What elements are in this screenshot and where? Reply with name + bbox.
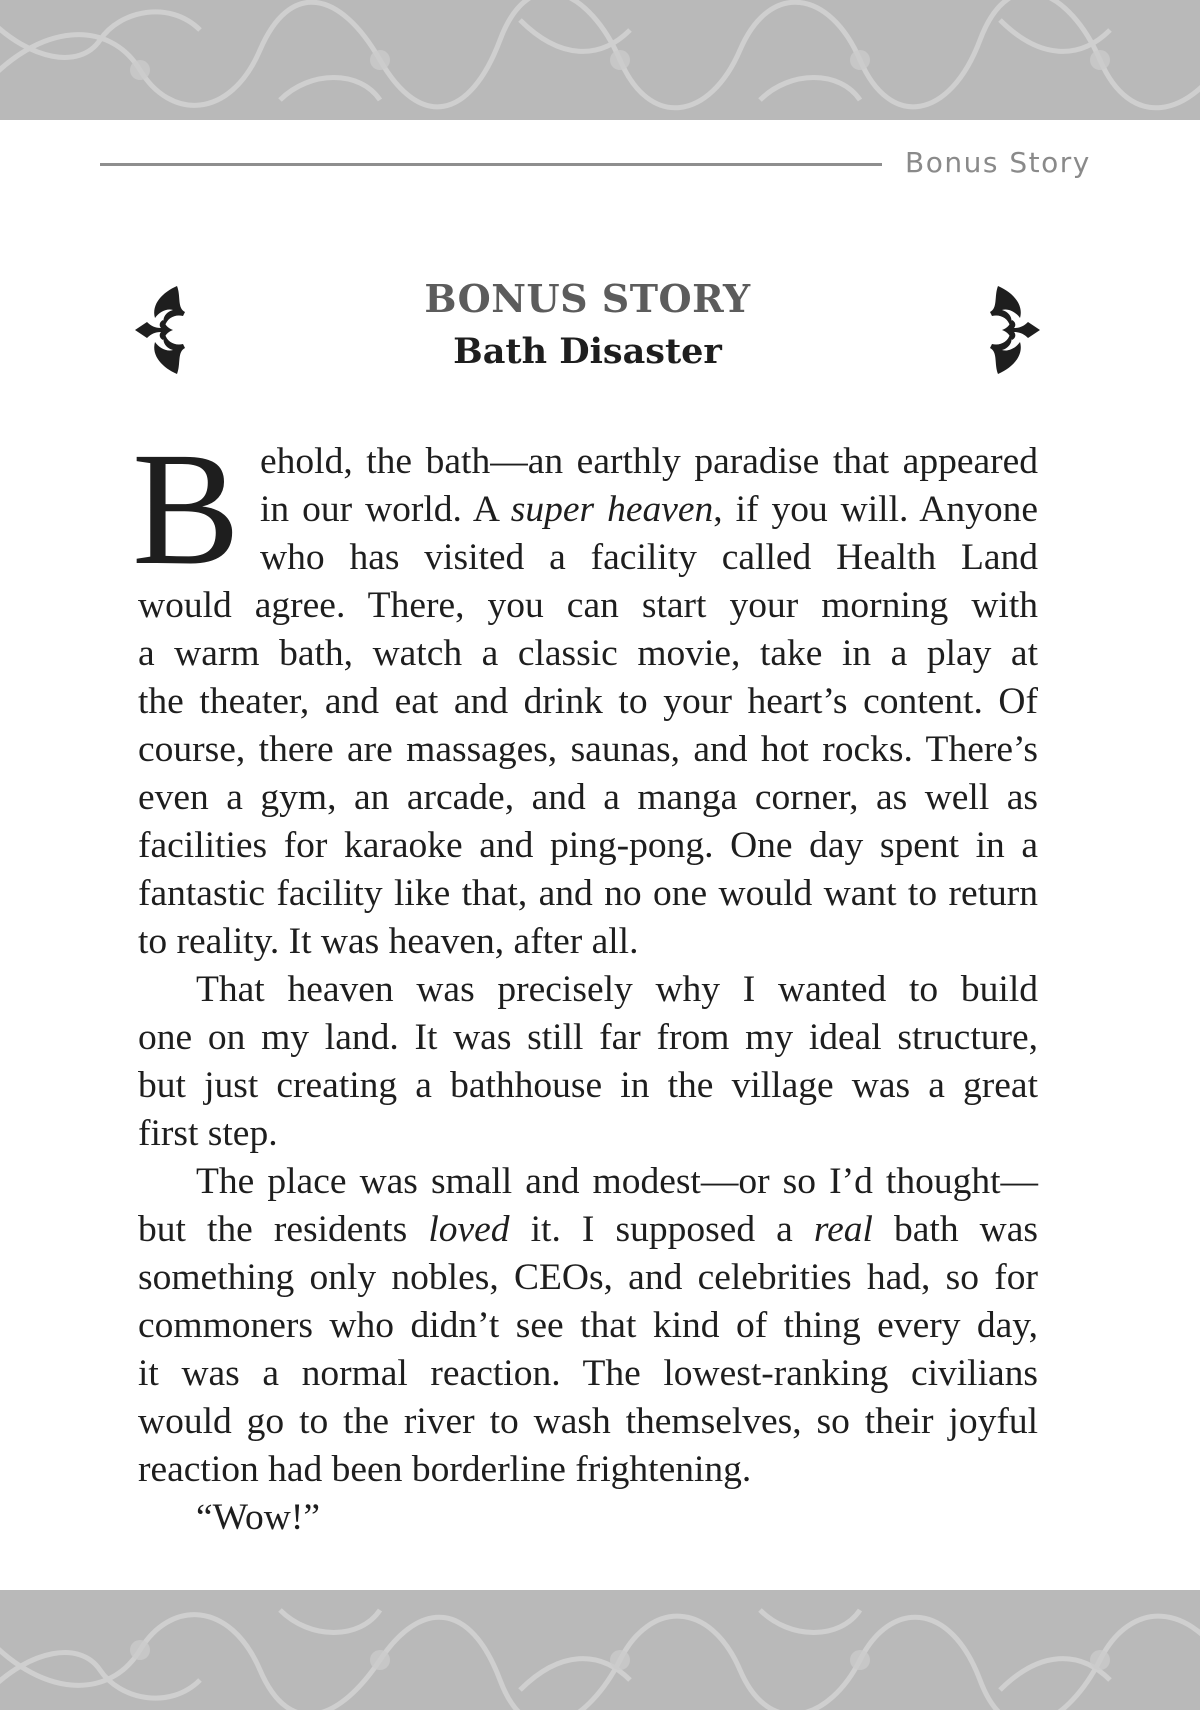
- text-line: [138, 1014, 1038, 1062]
- text-line: [138, 1062, 1038, 1110]
- text-segment: first step.: [138, 1113, 278, 1154]
- text-line: [138, 1206, 1038, 1254]
- text-line: [138, 966, 1038, 1014]
- text-segment: The place was small and modest—or so I’d thought—: [196, 1161, 1038, 1202]
- text-line: [138, 534, 1038, 582]
- text-line: [138, 1398, 1038, 1446]
- running-head: Bonus Story: [905, 146, 1091, 179]
- text-segment: bath was: [872, 1209, 1038, 1250]
- text-segment: , if you will. Anyone: [713, 489, 1039, 530]
- damask-pattern: [0, 0, 1200, 120]
- text-segment: in our world. A: [260, 489, 511, 530]
- flourish-ornament-right-icon: [982, 282, 1042, 378]
- text-line: [138, 1350, 1038, 1398]
- text-segment: something only nobles, CEOs, and celebrities had, so for: [138, 1257, 1038, 1298]
- text-line: [138, 1158, 1038, 1206]
- header-rule: [100, 163, 882, 166]
- text-line: [138, 630, 1038, 678]
- text-segment: ehold, the bath—an earthly paradise that appeared: [260, 441, 1038, 482]
- text-line: [138, 1302, 1038, 1350]
- text-segment: but the residents: [138, 1209, 429, 1250]
- text-line: [138, 678, 1038, 726]
- text-line: [138, 918, 1038, 966]
- top-decorative-band: [0, 0, 1200, 120]
- text-line: [138, 1446, 1038, 1494]
- text-line: [138, 774, 1038, 822]
- text-segment: the theater, and eat and drink to your heart’s content. Of: [138, 681, 1038, 722]
- text-segment: commoners who didn’t see that kind of thing every day,: [138, 1305, 1038, 1346]
- text-segment: reaction had been borderline frightening.: [138, 1449, 752, 1490]
- text-segment: even a gym, an arcade, and a manga corner, as well as: [138, 777, 1038, 818]
- text-line: [138, 822, 1038, 870]
- italic-text: super heaven: [510, 489, 714, 530]
- text-segment: fantastic facility like that, and no one would want to return: [138, 873, 1038, 914]
- bottom-decorative-band: [0, 1590, 1200, 1710]
- text-line: [138, 438, 1038, 486]
- text-segment: would agree. There, you can start your morning with: [138, 585, 1038, 626]
- italic-text: real: [813, 1209, 873, 1250]
- text-segment: a warm bath, watch a classic movie, take in a play at: [138, 633, 1038, 674]
- text-line: [138, 870, 1038, 918]
- text-segment: would go to the river to wash themselves, so their joyful: [138, 1401, 1038, 1442]
- drop-cap: B: [132, 420, 241, 599]
- text-line: [138, 1110, 1038, 1158]
- text-line: [138, 726, 1038, 774]
- text-segment: facilities for karaoke and ping-pong. One day spent in a: [138, 825, 1038, 866]
- chapter-title: Bath Disaster: [453, 331, 722, 372]
- text-segment: it. I supposed a: [509, 1209, 814, 1250]
- text-segment: it was a normal reaction. The lowest-ranking civilians: [138, 1353, 1038, 1394]
- text-segment: but just creating a bathhouse in the village was a great: [138, 1065, 1038, 1106]
- text-line: [138, 486, 1038, 534]
- text-segment: to reality. It was heaven, after all.: [138, 921, 639, 962]
- text-segment: course, there are massages, saunas, and hot rocks. There’s: [138, 729, 1038, 770]
- damask-pattern: [0, 1590, 1200, 1710]
- chapter-label: BONUS STORY: [424, 276, 751, 321]
- italic-text: loved: [428, 1209, 510, 1250]
- flourish-ornament-left-icon: [133, 282, 193, 378]
- text-segment: who has visited a facility called Health Land: [260, 537, 1038, 578]
- text-segment: That heaven was precisely why I wanted to build: [196, 969, 1038, 1010]
- text-line: [138, 582, 1038, 630]
- text-segment: one on my land. It was still far from my ideal structure,: [138, 1017, 1038, 1058]
- story-body: [132, 420, 1039, 1542]
- text-line: [138, 1494, 1038, 1542]
- text-line: [138, 1254, 1038, 1302]
- text-segment: “Wow!”: [196, 1497, 320, 1538]
